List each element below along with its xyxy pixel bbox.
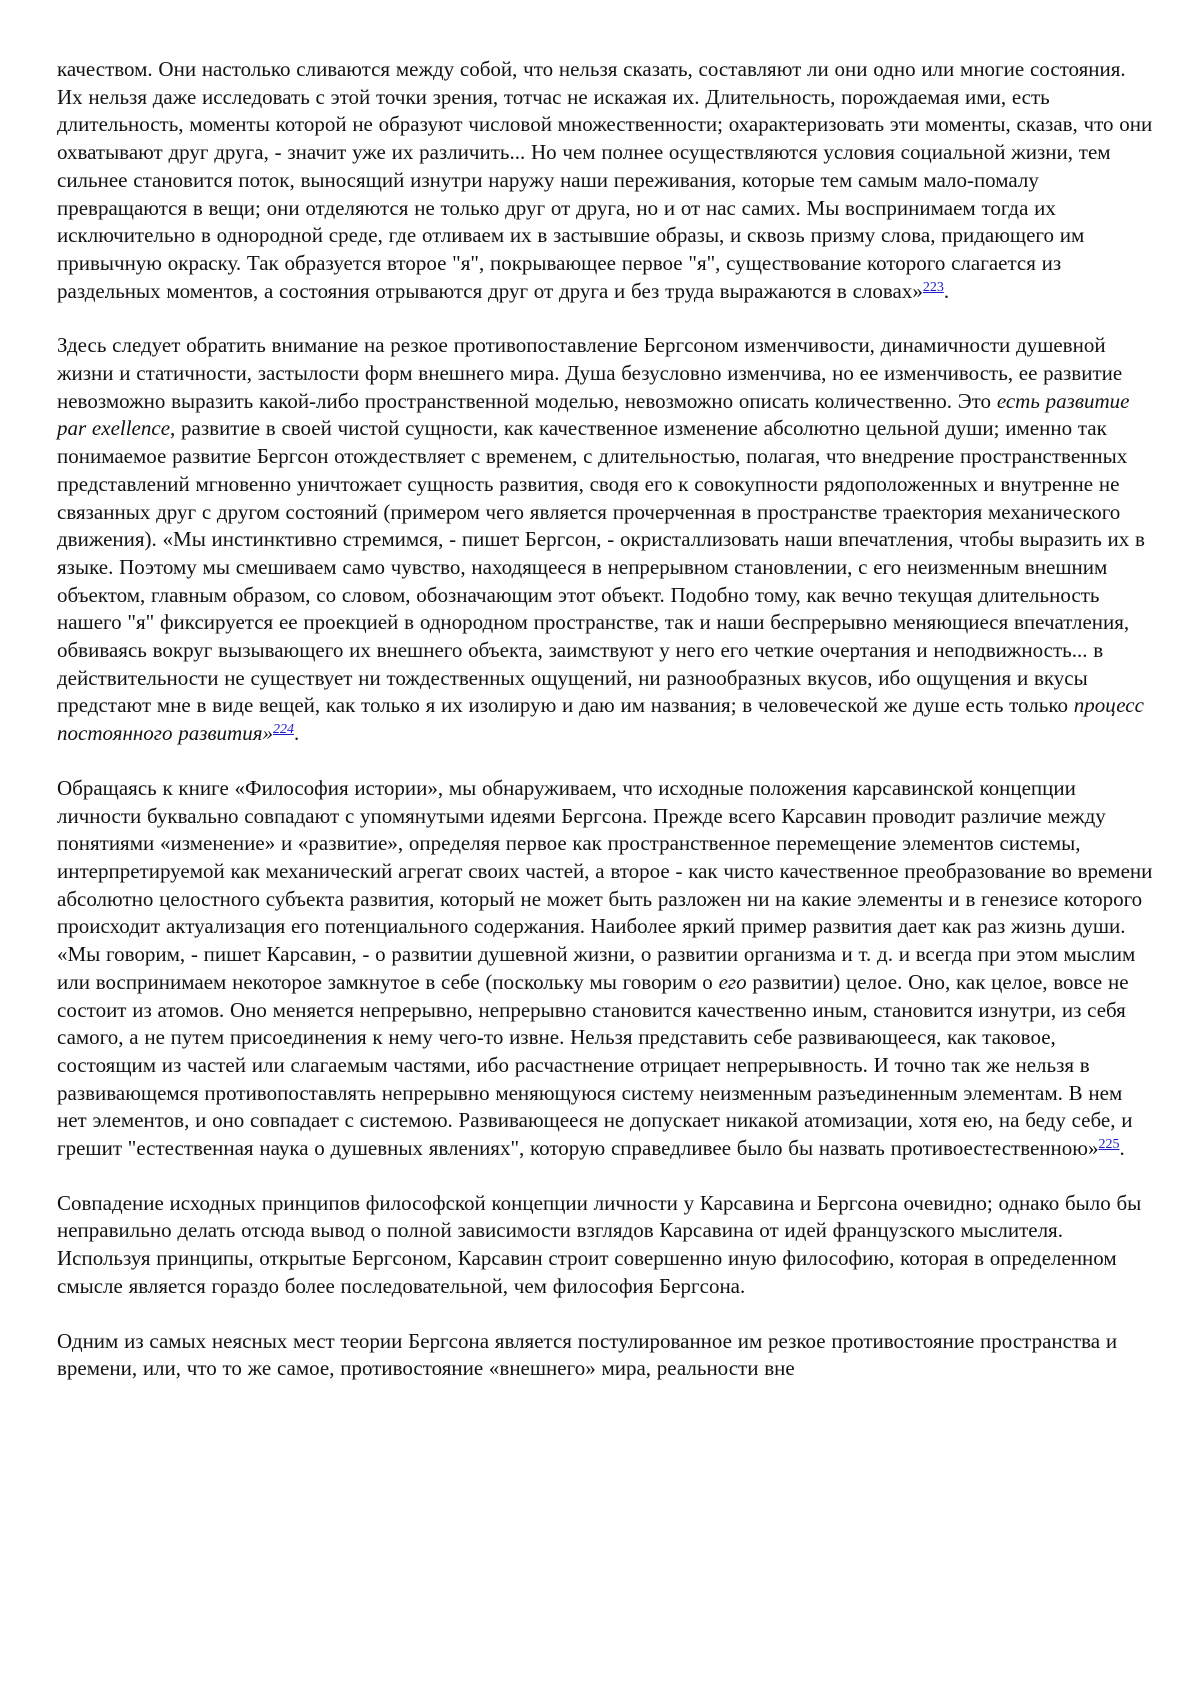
paragraph-5 [57, 1328, 1157, 1383]
paragraph-text: Здесь следует обратить внимание на резкое противопоставление Бергсоном изменчивости, динамичности душевной жизни и статичности, застылости форм внешнего мира. Душа безусловно изменчива, но ее изменчивость, ее развитие невозможно выразить какой-либо пространственной моделью, невозможно описать количественно. Это [57, 333, 1123, 413]
footnote-link-223[interactable]: 223 [922, 279, 944, 295]
paragraph-text: . [294, 721, 300, 746]
paragraph-text: , развитие в своей чистой сущности, как качественное изменение абсолютно цельной души; именно так понимаемое развитие Бергсон отождествляет с временем, с длительностью, полагая, что внедрение пространственных представлений мгновенно уничтожает сущность развития, сводя его к совокупности рядоположенных и внутренне не связанных друг с другом состояний (примером чего является прочерченная в пространстве траектория механического движения). «Мы инстинктивно стремимся, - пишет Бергсон, - окристаллизовать наши впечатления, чтобы выразить их в языке. Поэтому мы смешиваем само чувство, находящееся в непрерывном становлении, с его неизменным внешним объектом, главным образом, со словом, обозначающим этот объект. Подобно тому, как вечно текущая длительность нашего "я" фиксируется ее проекцией в однородном пространстве, так и наши беспрерывно меняющиеся впечатления, обвиваясь вокруг вызывающего их внешнего объекта, заимствуют у него его четкие очертания и неподвижность... в действительности не существует ни тождественных ощущений, ни разнообразных вкусов, ибо ощущения и вкусы предстают мне в виде вещей, как только я их изолирую и даю им названия; в человеческой же душе есть только [57, 416, 1145, 718]
paragraph-text: развитии) целое. Оно, как целое, вовсе не состоит из атомов. Оно меняется непрерывно, непрерывно становится качественно иным, становится изнутри, из себя самого, а не путем присоединения к нему чего-то извне. Нельзя представить себе развивающееся, как таковое, состоящим из частей или слагаемым частями, ибо расчастнение отрицает непрерывность. И точно так же нельзя в развивающемся противопоставлять непрерывно меняющуюся систему неизменным разъединенным элементам. В нем нет элементов, и оно совпадает с системою. Развивающееся не допускает никакой атомизации, хотя ею, на беду себе, и грешит "естественная наука о душевных явлениях", которую справедливее было бы назвать противоестественною» [57, 969, 1133, 1161]
paragraph-text: . [943, 278, 950, 303]
paragraph-text: . [1119, 1136, 1125, 1161]
paragraph-text: качеством. Они настолько сливаются между собой, что нельзя сказать, составляют ли они одно или многие состояния. Их нельзя даже исследовать с этой точки зрения, тотчас не искажая их. Длительность, порождаемая ими, есть длительность, моменты которой не образуют числовой множественности; охарактеризовать эти моменты, сказав, что они охватывают друг друга, - значит уже их различить... Но чем полнее осуществляются условия социальной жизни, тем сильнее становится поток, выносящий изнутри наружу наши переживания, которые тем самым мало-помалу превращаются в вещи; они отделяются не только друг от друга, но и от нас самих. Мы воспринимаем тогда их исключительно в однородной среде, где отливаем их в застывшие образы, и сквозь призму слова, придающего им привычную окраску. Так образуется второе "я", покрывающее первое "я", существование которого слагается из раздельных моментов, а состояния отрываются друг от друга и без труда выражаются в словах» [57, 57, 1153, 303]
paragraph-text: Одним из самых неясных мест теории Бергсона является постулированное им резкое противостояние пространства и времени, или, что то же самое, противостояние «внешнего» мира, реальности вне [57, 1328, 1118, 1381]
footnote-link-225[interactable]: 225 [1098, 1137, 1120, 1153]
footnote-link-224[interactable]: 224 [273, 722, 294, 738]
italic-phrase: есть развитие par exellence [57, 388, 1130, 441]
italic-phrase: процесс постоянного развития» [57, 693, 1144, 746]
paragraph-text: Совпадение исходных принципов философской концепции личности у Карсавина и Бергсона очевидно; однако было бы неправильно делать отсюда вывод о полной зависимости взглядов Карсавина от идей французского мыслителя. Используя принципы, открытые Бергсоном, Карсавин строит совершенно иную философию, которая в определенном смысле является гораздо более последовательной, чем философия Бергсона. [57, 1190, 1142, 1298]
italic-phrase: его [718, 969, 747, 994]
paragraph-2 [57, 332, 1157, 748]
paragraph-4 [57, 1190, 1157, 1301]
paragraph-3 [57, 775, 1157, 1163]
document-page [57, 56, 1157, 1410]
paragraph-1 [57, 56, 1157, 305]
paragraph-text: Обращаясь к книге «Философия истории», мы обнаруживаем, что исходные положения карсавинской концепции личности буквально совпадают с упомянутыми идеями Бергсона. Прежде всего Карсавин проводит различие между понятиями «изменение» и «развитие», определяя первое как пространственное перемещение элементов системы, интерпретируемой как механический агрегат своих частей, а второе - как чисто качественное преобразование во времени абсолютно целостного субъекта развития, который не может быть разложен ни на какие элементы и в генезисе которого происходит актуализация его потенциального содержания. Наиболее яркий пример развития дает как раз жизнь души. «Мы говорим, - пишет Карсавин, - о развитии душевной жизни, о развитии организма и т. д. и всегда при этом мыслим или воспринимаем некоторое замкнутое в себе (поскольку мы говорим о [57, 775, 1153, 994]
